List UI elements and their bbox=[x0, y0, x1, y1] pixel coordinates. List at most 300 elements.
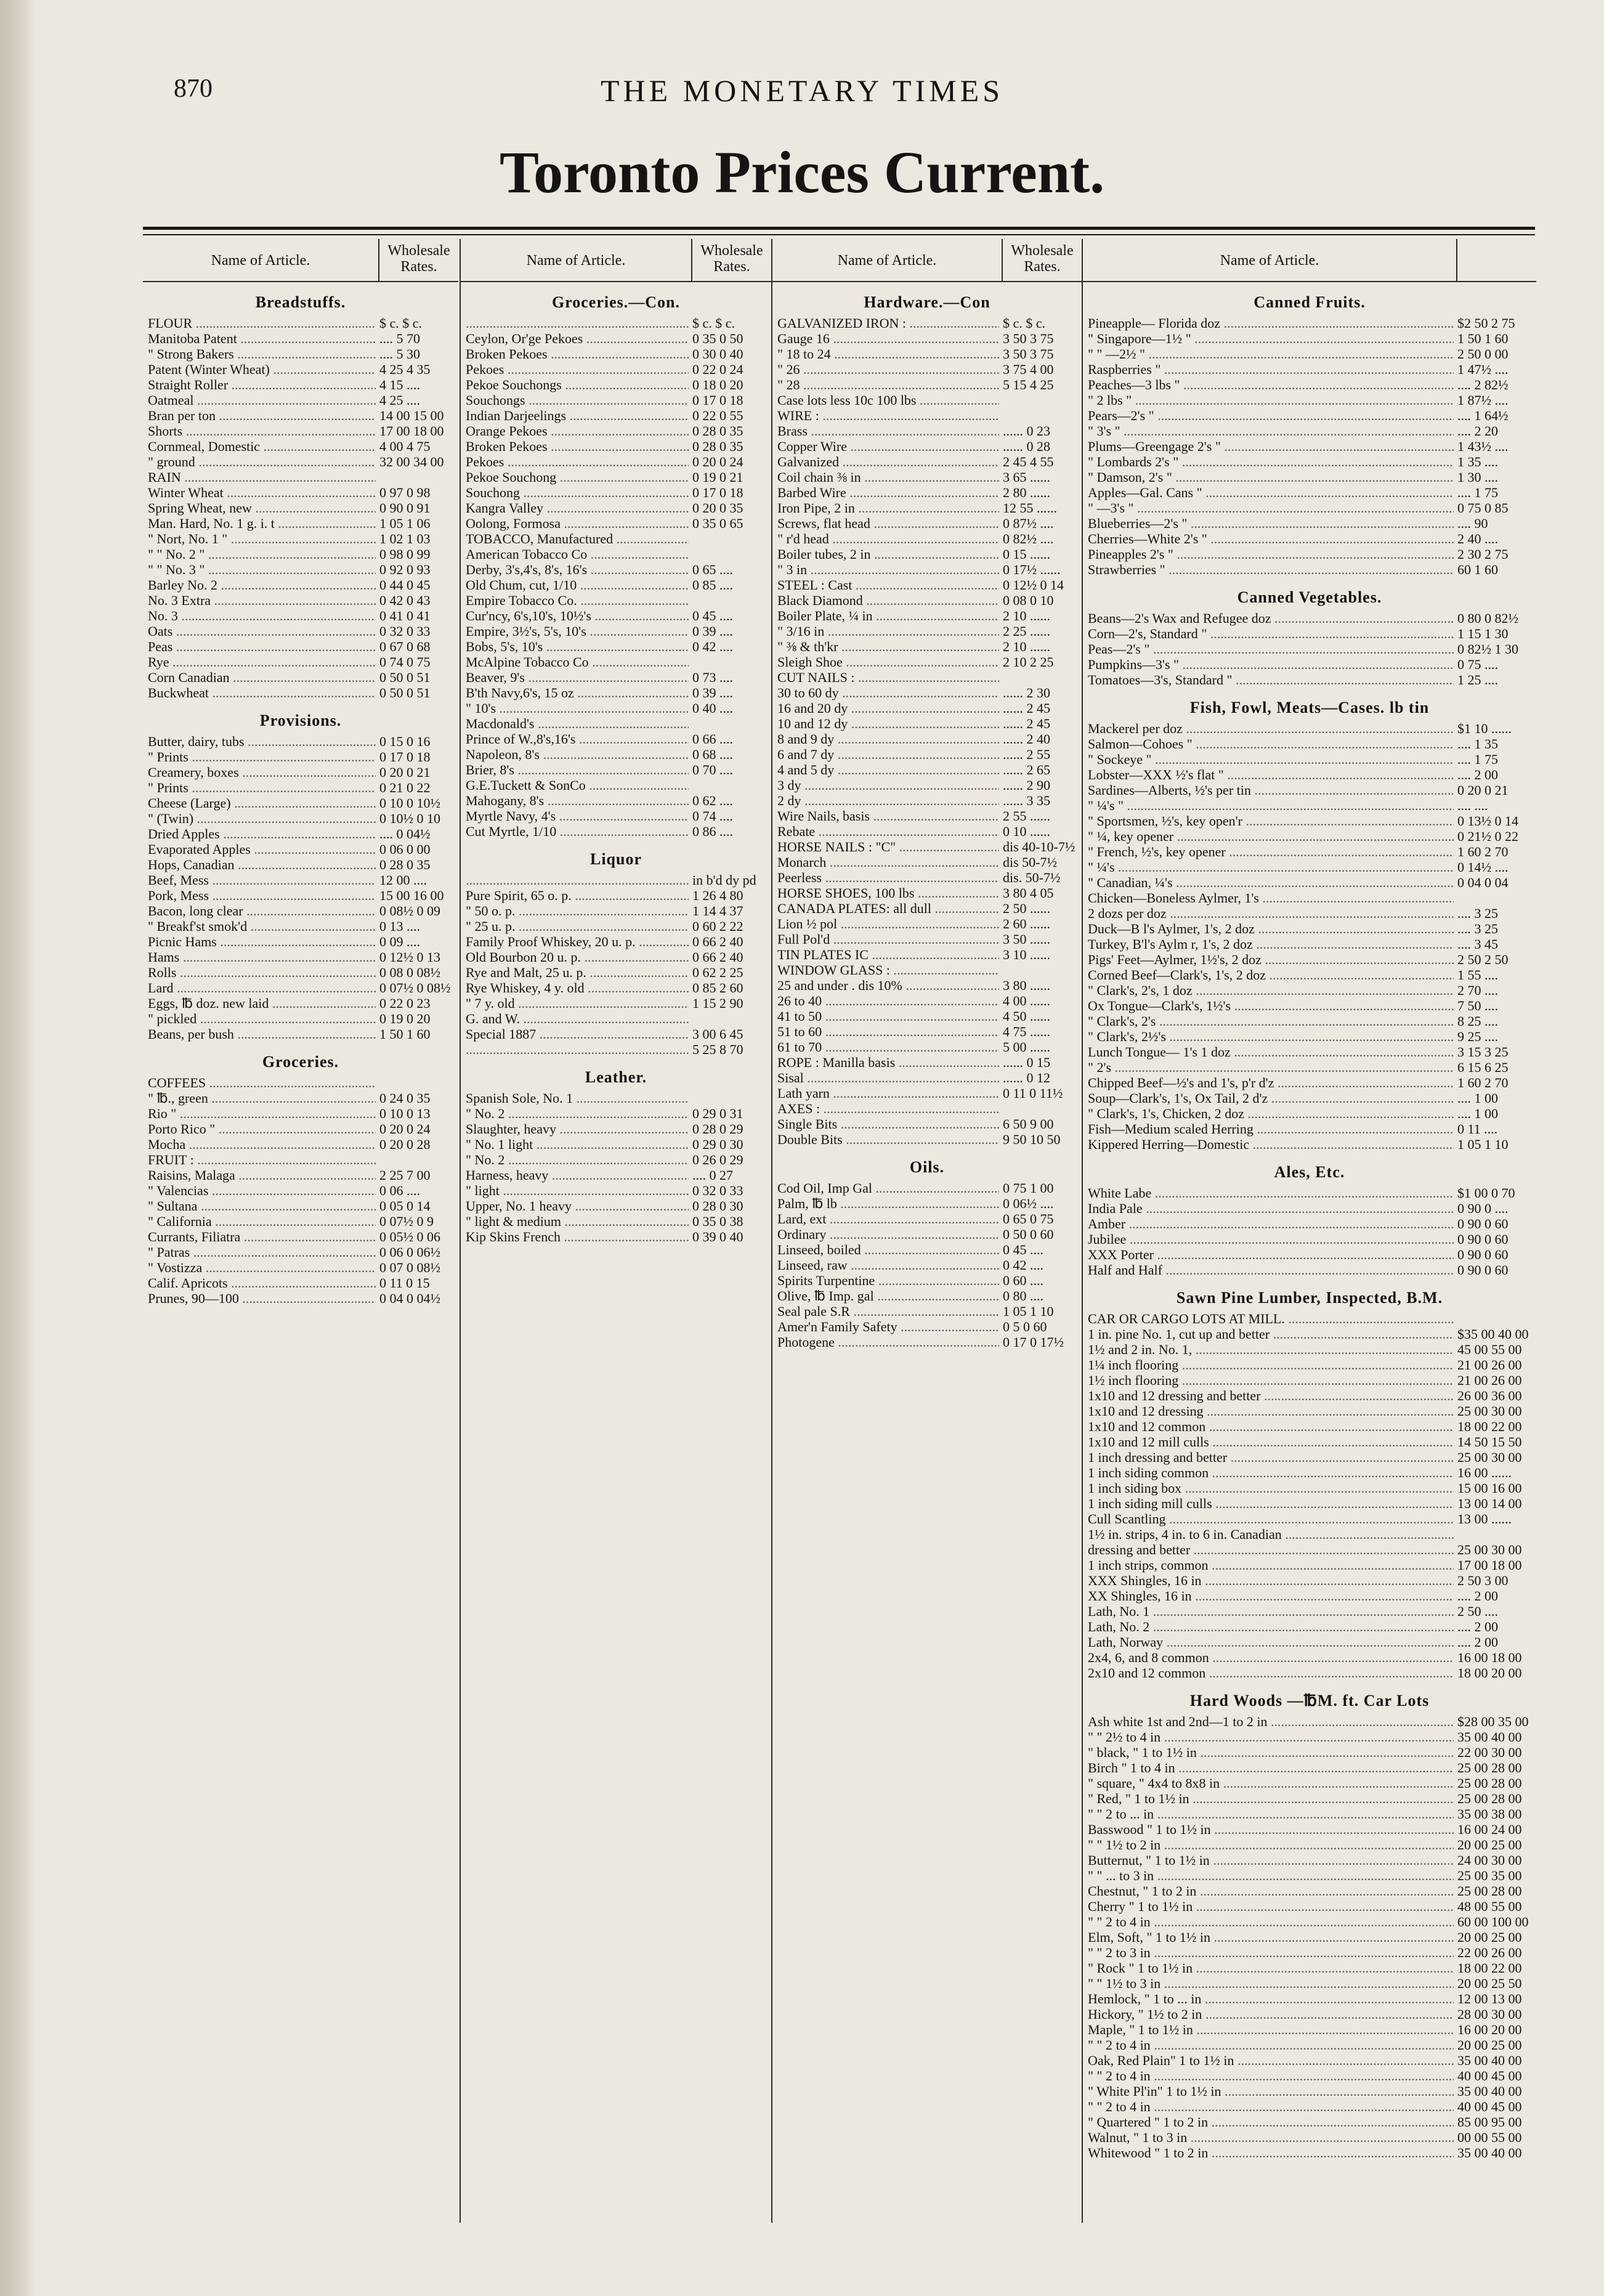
article-name: Bacon, long clear ..... bbox=[148, 903, 376, 919]
wholesale-rate: 5 25 8 70 bbox=[692, 1042, 743, 1057]
article-name: Beef, Mess ..... bbox=[148, 872, 376, 888]
wholesale-rate: 25 00 30 00 bbox=[1457, 1450, 1522, 1465]
price-row bbox=[772, 1304, 1082, 1319]
price-row bbox=[461, 731, 771, 747]
article-name: Wire Nails, basis ..... bbox=[777, 808, 999, 824]
article-name: Bran per ton ..... bbox=[148, 408, 376, 423]
wholesale-rate: 0 62 .... bbox=[692, 793, 733, 808]
price-row bbox=[461, 934, 771, 949]
wholesale-rate: 0 75 0 85 bbox=[1457, 500, 1509, 516]
wholesale-rate bbox=[376, 469, 458, 485]
article-name: Jubilee ..... bbox=[1088, 1231, 1454, 1247]
price-row bbox=[1083, 890, 1536, 906]
wholesale-rate: 60 1 60 bbox=[1457, 562, 1498, 577]
article-name: Duck—B l's Aylmer, 1's, 2 doz ..... bbox=[1088, 921, 1454, 936]
wholesale-rate: 0 07½ 0 9 bbox=[379, 1214, 434, 1229]
price-row bbox=[1083, 2130, 1536, 2145]
article-name: 1½ in. strips, 4 in. to 6 in. Canadian ..... bbox=[1088, 1527, 1454, 1542]
price-row bbox=[1083, 331, 1536, 346]
wholesale-rate: 0 05½ 0 06 bbox=[379, 1229, 440, 1244]
price-row bbox=[772, 777, 1082, 793]
article-name: Black Diamond ..... bbox=[777, 593, 999, 608]
wholesale-rate: 0 42 .... bbox=[692, 639, 733, 654]
wholesale-rate: 0 60 2 22 bbox=[692, 919, 743, 934]
wholesale-rate: 1 87½ .... bbox=[1457, 392, 1509, 408]
price-row bbox=[1083, 2006, 1536, 2022]
price-row bbox=[143, 1011, 458, 1026]
article-name: Iron Pipe, 2 in ..... bbox=[777, 500, 999, 516]
price-row bbox=[1083, 1852, 1536, 1868]
article-name: " Clark's, 2's, 1 doz ..... bbox=[1088, 983, 1454, 998]
wholesale-rate: 0 66 2 40 bbox=[692, 949, 743, 965]
price-row bbox=[143, 780, 458, 795]
article-name: Eggs, ℔ doz. new laid ..... bbox=[148, 996, 376, 1011]
article-name: Peerless ..... bbox=[777, 870, 999, 885]
wholesale-rate: 0 87½ .... bbox=[1003, 516, 1054, 531]
page-binding-shadow bbox=[0, 0, 36, 2296]
price-row bbox=[1083, 1929, 1536, 1945]
article-name: Bobs, 5's, 10's ..... bbox=[466, 639, 689, 654]
article-name: " Rock " 1 to 1½ in ..... bbox=[1088, 1960, 1454, 1976]
article-name: Plums—Greengage 2's " ..... bbox=[1088, 439, 1454, 454]
price-row bbox=[1083, 1185, 1536, 1201]
page-title: Toronto Prices Current. bbox=[499, 139, 1105, 205]
article-name: 61 to 70 ..... bbox=[777, 1039, 999, 1055]
wholesale-rate: 0 12½ 0 14 bbox=[1003, 577, 1064, 593]
wholesale-rate: $35 00 40 00 bbox=[1457, 1326, 1529, 1342]
price-row bbox=[143, 919, 458, 934]
article-name: Oolong, Formosa ..... bbox=[466, 516, 689, 531]
price-row bbox=[1083, 562, 1536, 577]
wholesale-rate: 2 70 .... bbox=[1457, 983, 1498, 998]
article-name: Screws, flat head ..... bbox=[777, 516, 999, 531]
price-row bbox=[1083, 2053, 1536, 2068]
wholesale-rate: $ c. $ c. bbox=[692, 315, 735, 331]
wholesale-rate bbox=[1454, 1527, 1536, 1542]
price-row bbox=[461, 546, 771, 562]
article-name: 8 and 9 dy ..... bbox=[777, 731, 999, 747]
price-row bbox=[772, 377, 1082, 392]
price-row bbox=[772, 623, 1082, 639]
wholesale-rate: 6 50 9 00 bbox=[1003, 1116, 1054, 1132]
wholesale-rate: 0 06 .... bbox=[379, 1183, 420, 1198]
article-name: Porto Rico " ..... bbox=[148, 1121, 376, 1137]
price-row bbox=[1083, 1231, 1536, 1247]
article-name: Rye and Malt, 25 u. p. ..... bbox=[466, 965, 689, 980]
wholesale-rate: 0 80 .... bbox=[1003, 1288, 1043, 1304]
article-name: HORSE NAILS : "C" ..... bbox=[777, 839, 999, 854]
page-number: 870 bbox=[174, 75, 213, 103]
wholesale-rate: 20 00 25 50 bbox=[1457, 1976, 1522, 1991]
wholesale-rate: 0 32 0 33 bbox=[692, 1183, 743, 1198]
article-name: Kippered Herring—Domestic ..... bbox=[1088, 1137, 1454, 1152]
price-row bbox=[1083, 1090, 1536, 1106]
wholesale-rate: in b'd dy pd bbox=[692, 872, 756, 888]
price-row bbox=[143, 469, 458, 485]
article-name: Lath, Norway ..... bbox=[1088, 1634, 1454, 1650]
article-name: " Patras ..... bbox=[148, 1244, 376, 1260]
price-row bbox=[1083, 626, 1536, 641]
price-row bbox=[772, 608, 1082, 623]
price-row bbox=[1083, 611, 1536, 626]
price-row bbox=[1083, 1542, 1536, 1557]
article-name: Raisins, Malaga ..... bbox=[148, 1167, 376, 1183]
price-row bbox=[143, 857, 458, 872]
article-name: Manitoba Patent ..... bbox=[148, 331, 376, 346]
wholesale-rate: 0 17 0 18 bbox=[692, 392, 743, 408]
article-name: Double Bits ..... bbox=[777, 1132, 999, 1147]
wholesale-rate: ...... 2 65 bbox=[1003, 762, 1050, 777]
article-name: " 26 ..... bbox=[777, 362, 999, 377]
wholesale-rate: 25 00 35 00 bbox=[1457, 1868, 1522, 1883]
wholesale-rate: ...... 2 45 bbox=[1003, 716, 1050, 731]
article-name: " black, " 1 to 1½ in ..... bbox=[1088, 1745, 1454, 1760]
price-row bbox=[1083, 1806, 1536, 1822]
price-row bbox=[1083, 1121, 1536, 1137]
article-name: " " 2 to 4 in ..... bbox=[1088, 2037, 1454, 2053]
column-rates-label: Wholesale Rates. bbox=[1002, 239, 1082, 281]
wholesale-rate: 18 00 22 00 bbox=[1457, 1960, 1522, 1976]
wholesale-rate: 0 28 0 35 bbox=[379, 857, 431, 872]
wholesale-rate: 0 90 0 60 bbox=[1457, 1262, 1509, 1278]
wholesale-rate: 1 05 1 10 bbox=[1003, 1304, 1054, 1319]
wholesale-rate: 0 17 0 18 bbox=[692, 485, 743, 500]
article-name: Corned Beef—Clark's, 1's, 2 doz ..... bbox=[1088, 967, 1454, 983]
price-row bbox=[1083, 1106, 1536, 1121]
article-name: XXX Shingles, 16 in ..... bbox=[1088, 1573, 1454, 1588]
article-name: Peaches—3 lbs " ..... bbox=[1088, 377, 1454, 392]
wholesale-rate: 1 14 4 37 bbox=[692, 903, 743, 919]
wholesale-rate: 2 55 ...... bbox=[1003, 808, 1050, 824]
price-row bbox=[1083, 423, 1536, 439]
article-name: COFFEES ..... bbox=[148, 1075, 376, 1090]
price-row bbox=[461, 623, 771, 639]
price-row bbox=[461, 454, 771, 469]
price-row bbox=[1083, 392, 1536, 408]
wholesale-rate: 0 22 0 24 bbox=[692, 362, 743, 377]
article-name: Sardines—Alberts, ½'s per tin ..... bbox=[1088, 782, 1454, 798]
wholesale-rate: 0 44 0 45 bbox=[379, 577, 431, 593]
wholesale-rate: ...... 0 28 bbox=[1003, 439, 1050, 454]
article-name: " Prints ..... bbox=[148, 749, 376, 765]
article-name: " pickled ..... bbox=[148, 1011, 376, 1026]
section-heading: Canned Fruits. bbox=[1254, 293, 1366, 311]
article-name: Fish—Medium scaled Herring ..... bbox=[1088, 1121, 1454, 1137]
wholesale-rate bbox=[689, 716, 771, 731]
article-name: " " 1½ to 2 in ..... bbox=[1088, 1837, 1454, 1852]
article-name: Pineapples 2's " ..... bbox=[1088, 546, 1454, 562]
price-row bbox=[143, 826, 458, 842]
article-name: Currants, Filiatra ..... bbox=[148, 1229, 376, 1244]
price-row bbox=[1083, 1450, 1536, 1465]
wholesale-rate: 0 10 0 13 bbox=[379, 1106, 431, 1121]
price-row bbox=[143, 1026, 458, 1042]
article-name: Slaughter, heavy ..... bbox=[466, 1121, 689, 1137]
article-name: No. 3 Extra ..... bbox=[148, 593, 376, 608]
article-name: " ⅜ & th'kr ..... bbox=[777, 639, 999, 654]
article-name: 2 dy ..... bbox=[777, 793, 999, 808]
column-name-label: Name of Article. bbox=[837, 253, 937, 269]
article-name: American Tobacco Co ..... bbox=[466, 546, 689, 562]
wholesale-rate: 3 75 4 00 bbox=[1003, 362, 1054, 377]
article-name: " 50 o. p. ..... bbox=[466, 903, 689, 919]
article-name: STEEL : Cast ..... bbox=[777, 577, 999, 593]
article-name: Beaver, 9's ..... bbox=[466, 670, 689, 685]
wholesale-rate: 0 08½ 0 09 bbox=[379, 903, 440, 919]
price-row bbox=[461, 377, 771, 392]
wholesale-rate: 3 50 3 75 bbox=[1003, 331, 1054, 346]
wholesale-rate: 0 85 .... bbox=[692, 577, 733, 593]
price-row bbox=[461, 685, 771, 700]
article-name: Basswood " 1 to 1½ in ..... bbox=[1088, 1822, 1454, 1837]
article-name: Lunch Tongue— 1's 1 doz ..... bbox=[1088, 1044, 1454, 1060]
price-row bbox=[143, 577, 458, 593]
article-name: Hams ..... bbox=[148, 949, 376, 965]
wholesale-rate: 0 10 0 10½ bbox=[379, 795, 440, 811]
article-name: " square, " 4x4 to 8x8 in ..... bbox=[1088, 1775, 1454, 1791]
price-row bbox=[461, 1229, 771, 1244]
price-row bbox=[1083, 983, 1536, 998]
price-row bbox=[143, 795, 458, 811]
price-row bbox=[143, 608, 458, 623]
article-name: " (Twin) ..... bbox=[148, 811, 376, 826]
article-name: Old Bourbon 20 u. p. ..... bbox=[466, 949, 689, 965]
price-row bbox=[1083, 936, 1536, 952]
price-row bbox=[772, 1196, 1082, 1211]
wholesale-rate: 0 39 .... bbox=[692, 623, 733, 639]
price-row bbox=[461, 531, 771, 546]
article-name: Ox Tongue—Clark's, 1½'s ..... bbox=[1088, 998, 1454, 1013]
wholesale-rate: 2 25 7 00 bbox=[379, 1167, 431, 1183]
article-name: " " —2½ " ..... bbox=[1088, 346, 1454, 362]
article-name: Kangra Valley ..... bbox=[466, 500, 689, 516]
article-name: Prunes, 90—100 ..... bbox=[148, 1291, 376, 1306]
price-row bbox=[772, 469, 1082, 485]
article-name: Oak, Red Plain" 1 to 1½ in ..... bbox=[1088, 2053, 1454, 2068]
price-row bbox=[143, 1244, 458, 1260]
article-name: Barbed Wire ..... bbox=[777, 485, 999, 500]
wholesale-rate: 0 21 0 22 bbox=[379, 780, 431, 795]
price-row bbox=[1083, 1914, 1536, 1929]
article-name: Elm, Soft, " 1 to 1½ in ..... bbox=[1088, 1929, 1454, 1945]
wholesale-rate: 0 60 .... bbox=[1003, 1273, 1043, 1288]
price-row bbox=[143, 965, 458, 980]
wholesale-rate: 0 90 0 60 bbox=[1457, 1216, 1509, 1231]
wholesale-rate: 0 28 0 35 bbox=[692, 439, 743, 454]
article-name: Picnic Hams ..... bbox=[148, 934, 376, 949]
price-row bbox=[772, 1024, 1082, 1039]
article-name: " No. 2 ..... bbox=[466, 1152, 689, 1167]
article-name: " California ..... bbox=[148, 1214, 376, 1229]
price-row bbox=[143, 1075, 458, 1090]
wholesale-rate: 0 20 0 24 bbox=[379, 1121, 431, 1137]
wholesale-rate: 0 04 0 04 bbox=[1457, 875, 1509, 890]
price-row bbox=[143, 734, 458, 749]
article-name: Turkey, B'l's Aylm r, 1's, 2 doz ..... bbox=[1088, 936, 1454, 952]
price-row bbox=[1083, 1075, 1536, 1090]
wholesale-rate: 17 00 18 00 bbox=[1457, 1557, 1522, 1573]
price-row bbox=[772, 408, 1082, 423]
title-rule-thin bbox=[143, 234, 1535, 235]
price-row bbox=[143, 765, 458, 780]
wholesale-rate: 0 26 0 29 bbox=[692, 1152, 743, 1167]
article-name: " Singapore—1½ " ..... bbox=[1088, 331, 1454, 346]
wholesale-rate: 3 50 3 75 bbox=[1003, 346, 1054, 362]
wholesale-rate: 0 07½ 0 08½ bbox=[379, 980, 451, 996]
price-row bbox=[1083, 439, 1536, 454]
price-row bbox=[461, 485, 771, 500]
section-heading: Canned Vegetables. bbox=[1237, 588, 1382, 606]
price-row bbox=[1083, 1373, 1536, 1388]
wholesale-rate: 0 17 0 18 bbox=[379, 749, 431, 765]
price-row bbox=[143, 315, 458, 331]
wholesale-rate: 16 00 24 00 bbox=[1457, 1822, 1522, 1837]
price-row bbox=[143, 1183, 458, 1198]
price-row bbox=[461, 1121, 771, 1137]
wholesale-rate: ...... 3 35 bbox=[1003, 793, 1050, 808]
section-heading: Groceries.—Con. bbox=[551, 293, 681, 311]
price-row bbox=[1083, 315, 1536, 331]
price-row bbox=[143, 996, 458, 1011]
wholesale-rate: $2 50 2 75 bbox=[1457, 315, 1515, 331]
article-name: Hops, Canadian ..... bbox=[148, 857, 376, 872]
price-row bbox=[1083, 485, 1536, 500]
price-row bbox=[772, 1008, 1082, 1024]
article-name: Prince of W.,8's,16's ..... bbox=[466, 731, 689, 747]
wholesale-rate: 2 50 .... bbox=[1457, 1604, 1498, 1619]
article-name: 30 to 60 dy ..... bbox=[777, 685, 999, 700]
wholesale-rate: 0 66 2 40 bbox=[692, 934, 743, 949]
wholesale-rate: 2 50 0 00 bbox=[1457, 346, 1509, 362]
article-name: Broken Pekoes ..... bbox=[466, 346, 689, 362]
article-name: Half and Half ..... bbox=[1088, 1262, 1454, 1278]
price-row bbox=[1083, 921, 1536, 936]
price-row bbox=[1083, 1029, 1536, 1044]
wholesale-rate bbox=[999, 408, 1082, 423]
article-name: Pekoes ..... bbox=[466, 454, 689, 469]
price-row bbox=[1083, 1868, 1536, 1883]
article-name: dressing and better ..... bbox=[1088, 1542, 1454, 1557]
article-name: " " 2 to ... in ..... bbox=[1088, 1806, 1454, 1822]
price-row bbox=[772, 700, 1082, 716]
wholesale-rate bbox=[689, 546, 771, 562]
price-row bbox=[143, 1137, 458, 1152]
article-name: Palm, ℔ lb ..... bbox=[777, 1196, 999, 1211]
wholesale-rate: 0 11 .... bbox=[1457, 1121, 1498, 1137]
wholesale-rate: 1 50 1 60 bbox=[1457, 331, 1509, 346]
wholesale-rate: dis 40-10-7½ bbox=[1003, 839, 1075, 854]
price-row bbox=[772, 978, 1082, 993]
wholesale-rate: 0 14½ .... bbox=[1457, 859, 1509, 875]
price-row bbox=[1083, 1604, 1536, 1619]
article-name: Spring Wheat, new ..... bbox=[148, 500, 376, 516]
article-name: Pekoe Souchong ..... bbox=[466, 469, 689, 485]
article-name: Copper Wire ..... bbox=[777, 439, 999, 454]
article-name: Pure Spirit, 65 o. p. ..... bbox=[466, 888, 689, 903]
wholesale-rate: 14 00 15 00 bbox=[379, 408, 444, 423]
article-name: 4 and 5 dy ..... bbox=[777, 762, 999, 777]
article-name: FLOUR ..... bbox=[148, 315, 376, 331]
wholesale-rate: 0 73 .... bbox=[692, 670, 733, 685]
article-name: Seal pale S.R ..... bbox=[777, 1304, 999, 1319]
article-name: Peas ..... bbox=[148, 639, 376, 654]
wholesale-rate: .... .... bbox=[1457, 798, 1488, 813]
price-row bbox=[772, 485, 1082, 500]
article-name: Lard ..... bbox=[148, 980, 376, 996]
article-name: Coil chain ⅜ in ..... bbox=[777, 469, 999, 485]
article-name: Peas—2's " ..... bbox=[1088, 641, 1454, 657]
wholesale-rate: 0 15 ...... bbox=[1003, 546, 1050, 562]
price-row bbox=[1083, 1201, 1536, 1216]
price-row bbox=[772, 531, 1082, 546]
price-row bbox=[772, 654, 1082, 670]
article-name: Spirits Turpentine ..... bbox=[777, 1273, 999, 1288]
wholesale-rate bbox=[999, 962, 1082, 978]
article-name: Pumpkins—3's " ..... bbox=[1088, 657, 1454, 672]
article-name: 1 inch siding box ..... bbox=[1088, 1480, 1454, 1496]
wholesale-rate: 0 17½ ...... bbox=[1003, 562, 1061, 577]
price-row bbox=[461, 1183, 771, 1198]
wholesale-rate: 2 10 ...... bbox=[1003, 639, 1050, 654]
article-name: " " No. 3 " ..... bbox=[148, 562, 376, 577]
price-row bbox=[1083, 2145, 1536, 2160]
wholesale-rate: 22 00 30 00 bbox=[1457, 1745, 1522, 1760]
wholesale-rate: .... 90 bbox=[1457, 516, 1488, 531]
price-row bbox=[461, 577, 771, 593]
price-row bbox=[461, 500, 771, 516]
article-name: Family Proof Whiskey, 20 u. p. ..... bbox=[466, 934, 689, 949]
price-row bbox=[1083, 1434, 1536, 1450]
wholesale-rate: 4 00 ...... bbox=[1003, 993, 1050, 1008]
wholesale-rate: 2 10 ...... bbox=[1003, 608, 1050, 623]
article-name: " Clark's, 1's, Chicken, 2 doz ..... bbox=[1088, 1106, 1454, 1121]
price-row bbox=[143, 670, 458, 685]
price-row bbox=[1083, 1822, 1536, 1837]
wholesale-rate: 0 20 0 35 bbox=[692, 500, 743, 516]
wholesale-rate: 18 00 22 00 bbox=[1457, 1419, 1522, 1434]
article-name: " White Pl'in" 1 to 1½ in ..... bbox=[1088, 2083, 1454, 2099]
article-name: Lard, ext ..... bbox=[777, 1211, 999, 1227]
price-row bbox=[1083, 346, 1536, 362]
wholesale-rate: 0 28 0 29 bbox=[692, 1121, 743, 1137]
price-row bbox=[772, 423, 1082, 439]
running-head: THE MONETARY TIMES bbox=[601, 73, 1003, 108]
wholesale-rate: $1 10 ...... bbox=[1457, 721, 1512, 736]
price-row bbox=[143, 392, 458, 408]
price-row bbox=[1083, 952, 1536, 967]
price-row bbox=[461, 808, 771, 824]
price-row bbox=[1083, 1883, 1536, 1899]
article-name: Empire Tobacco Co. ..... bbox=[466, 593, 689, 608]
price-row bbox=[1083, 829, 1536, 844]
article-name: Beans, per bush ..... bbox=[148, 1026, 376, 1042]
wholesale-rate: 0 50 0 60 bbox=[1003, 1227, 1054, 1242]
wholesale-rate bbox=[376, 1152, 458, 1167]
wholesale-rate: 0 74 0 75 bbox=[379, 654, 431, 670]
article-name: 1x10 and 12 common ..... bbox=[1088, 1419, 1454, 1434]
article-name: " Quartered " 1 to 2 in ..... bbox=[1088, 2114, 1454, 2130]
article-name: 1 inch siding mill culls ..... bbox=[1088, 1496, 1454, 1511]
price-row bbox=[772, 731, 1082, 747]
article-name: Ceylon, Or'ge Pekoes ..... bbox=[466, 331, 689, 346]
price-row bbox=[772, 562, 1082, 577]
price-row bbox=[772, 947, 1082, 962]
article-name: " Clark's, 2½'s ..... bbox=[1088, 1029, 1454, 1044]
price-row bbox=[1083, 657, 1536, 672]
wholesale-rate: 0 90 0 .... bbox=[1457, 1201, 1509, 1216]
wholesale-rate: .... 2 82½ bbox=[1457, 377, 1509, 392]
wholesale-rate: 21 00 26 00 bbox=[1457, 1357, 1522, 1373]
